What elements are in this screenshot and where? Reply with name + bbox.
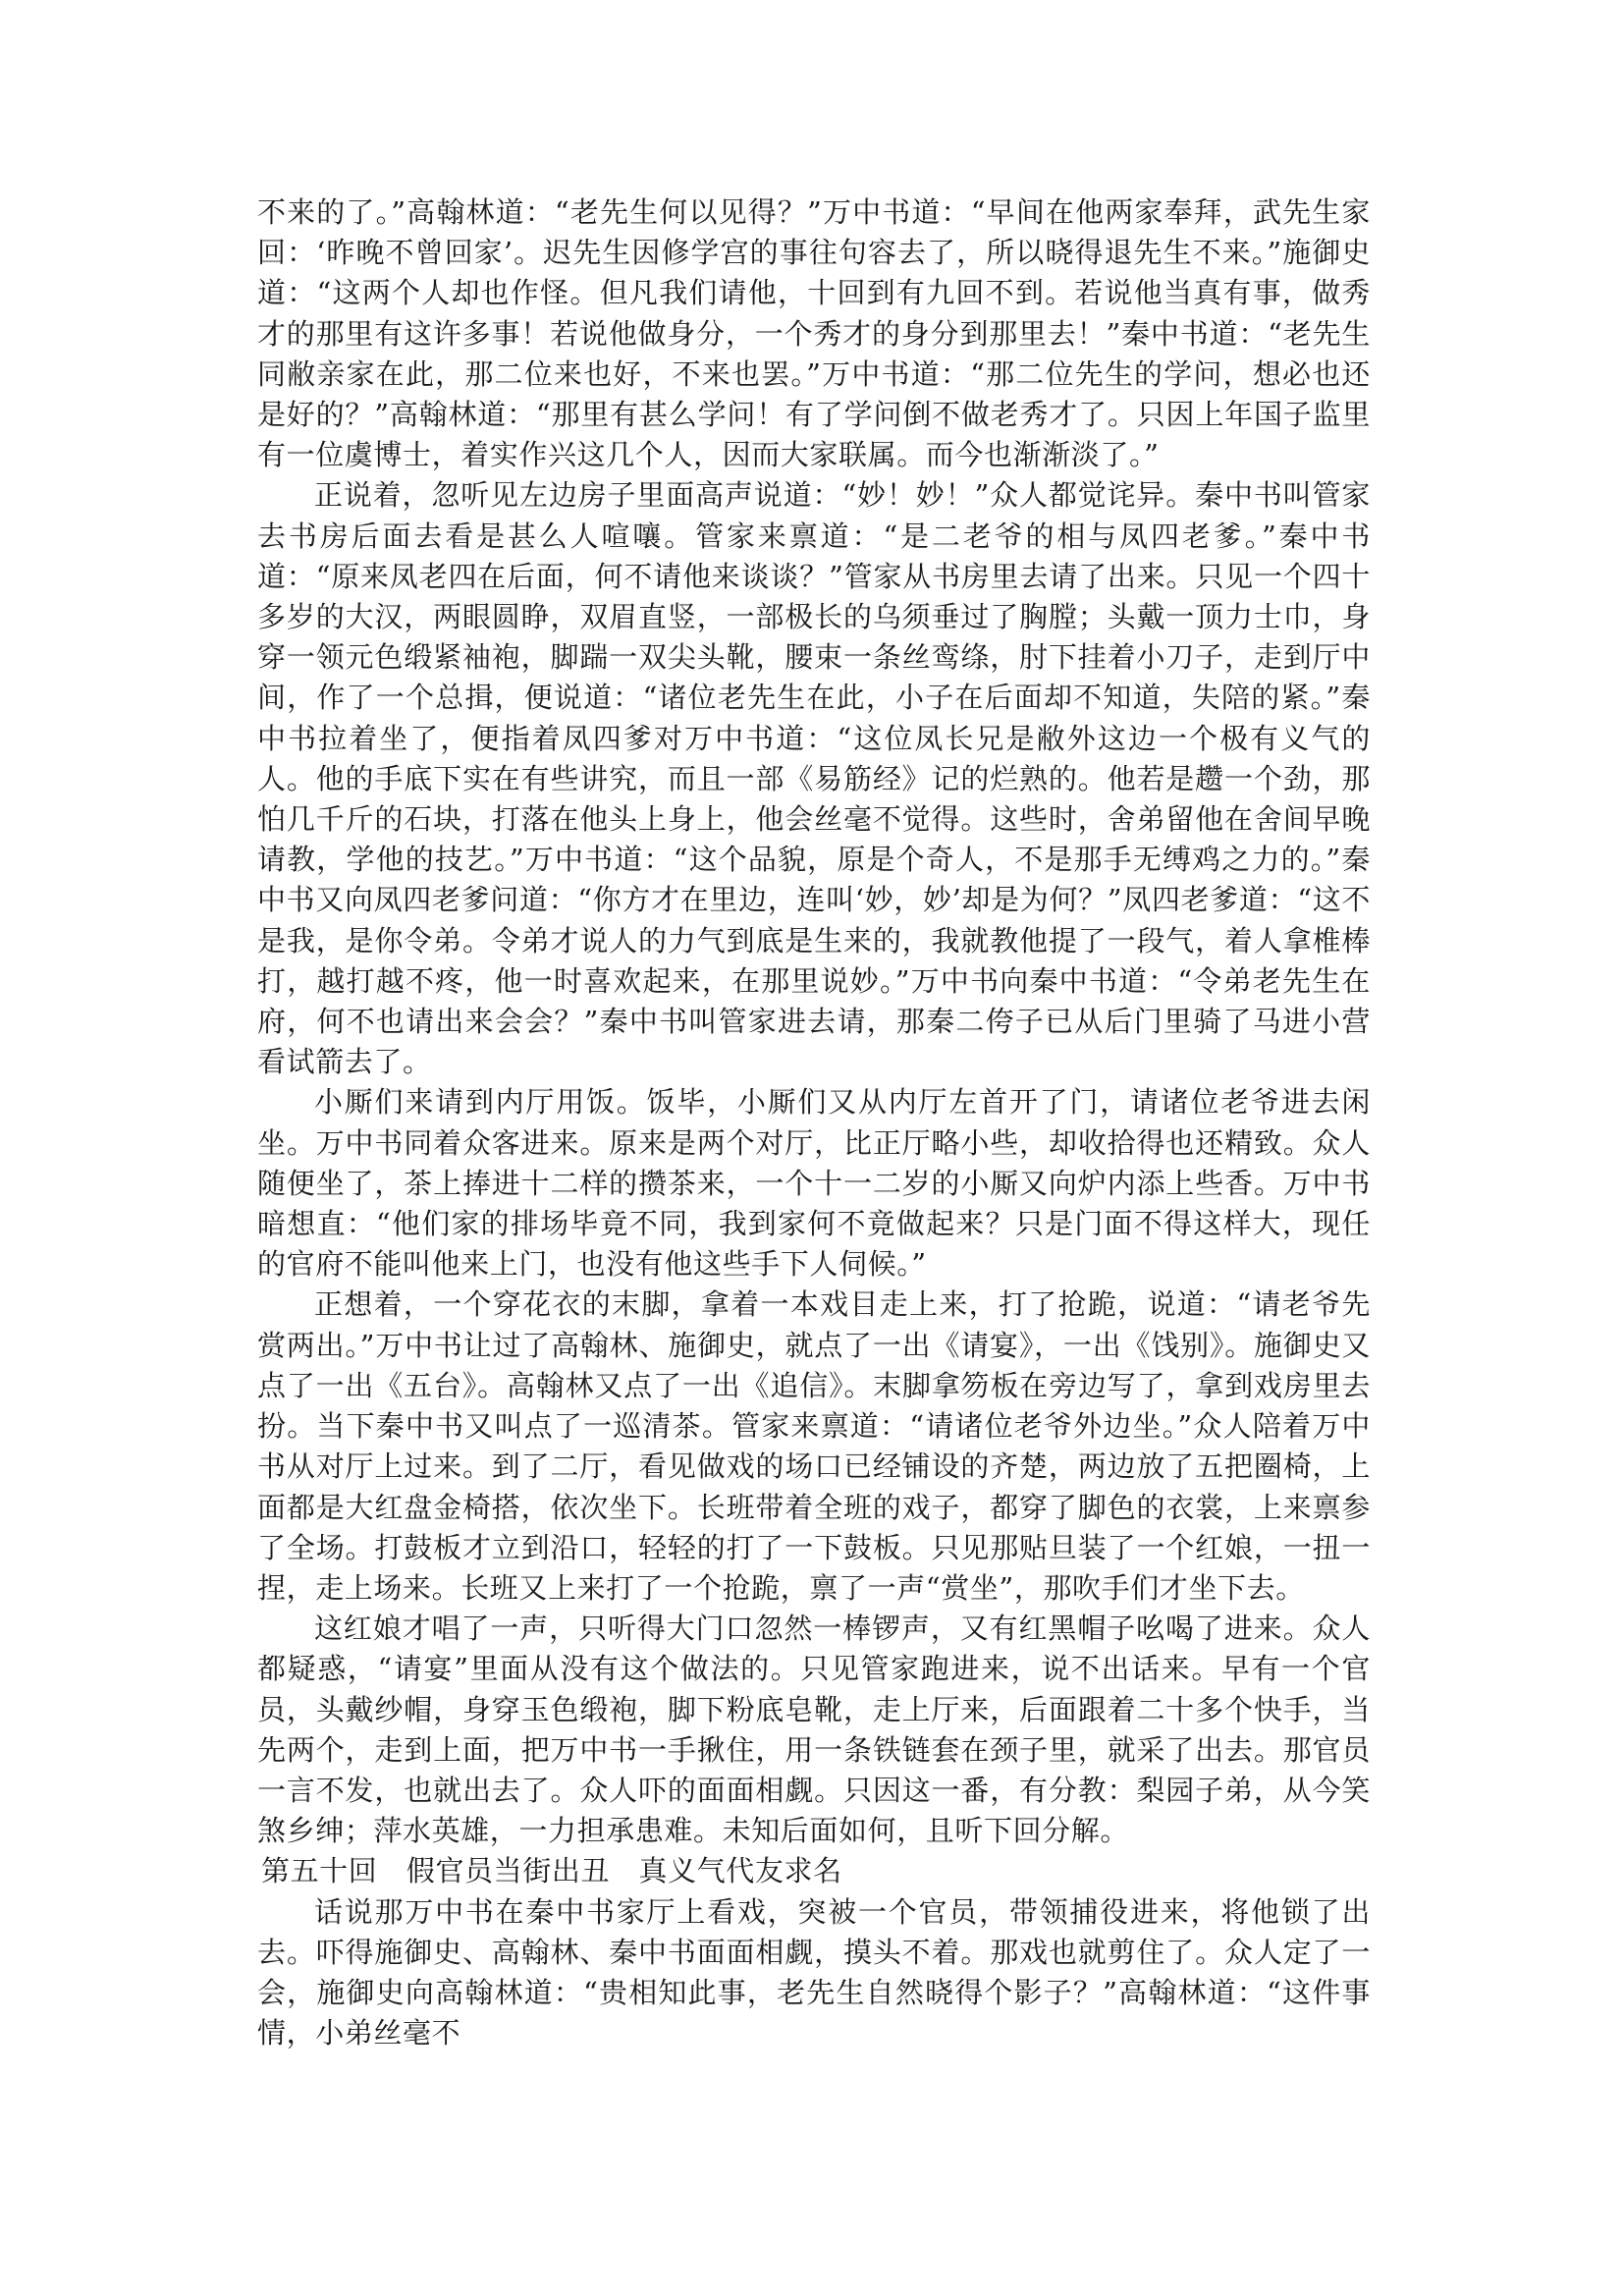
paragraph-feng-laosi-intro: 正说着，忽听见左边房子里面高声说道：“妙！妙！”众人都觉诧异。秦中书叫管家去书房后面去看是甚么人喧嚷。管家来禀道：“是二老爷的相与凤四老爹。”秦中书道：“原来凤老四在后面，何不请他来谈谈？”管家从书房里去请了出来。只见一个四十多岁的大汉，两眼圆睁，双眉直竖，一部极长的乌须垂过了胸膛；头戴一顶力士巾，身穿一领元色缎紧袖袍，脚踹一双尖头靴，腰束一条丝鸾绦，肘下挂着小刀子，走到厅中间，作了一个总揖，便说道：“诸位老先生在此，小子在后面却不知道，失陪的紧。”秦中书拉着坐了，便指着凤四爹对万中书道：“这位凤长兄是敝外这边一个极有义气的人。他的手底下实在有些讲究，而且一部《易筋经》记的烂熟的。他若是趱一个劲，那怕几千斤的石块，打落在他头上身上，他会丝毫不觉得。这些时，舍弟留他在舍间早晚请教，学他的技艺。”万中书道：“这个品貌，原是个奇人，不是那手无缚鸡之力的。”秦中书又向凤四老爹问道：“你方才在里边，连叫‘妙，妙’却是为何？”凤四老爹道：“这不是我，是你令弟。令弟才说人的力气到底是生来的，我就教他提了一段气，着人拿椎棒打，越打越不疼，他一时喜欢起来，在那里说妙。”万中书向秦中书道：“令弟老先生在府，何不也请出来会会？”秦中书叫管家进去请，那秦二侉子已从后门里骑了马进小营看试箭去了。 [257,478,1371,1079]
chapter-heading: 第五十回 假官员当街出丑 真义气代友求名 [261,1854,842,1888]
paragraph-opera-selection: 正想着，一个穿花衣的末脚，拿着一本戏目走上来，打了抢跪，说道：“请老爷先赏两出。”万中书让过了高翰林、施御史，就点了一出《请宴》，一出《饯别》。施御史又点了一出《五台》。高翰林又点了一出《追信》。末脚拿笏板在旁边写了，拿到戏房里去扮。当下秦中书又叫点了一巡清茶。管家来禀道：“请诸位老爷外边坐。”众人陪着万中书从对厅上过来。到了二厅，看见做戏的场口已经铺设的齐楚，两边放了五把圈椅，上面都是大红盘金椅搭，依次坐下。长班带着全班的戏子，都穿了脚色的衣裳，上来禀参了全场。打鼓板才立到沿口，轻轻的打了一下鼓板。只见那贴旦装了一个红娘，一扭一捏，走上场来。长班又上来打了一个抢跪，禀了一声“赏坐”，那吹手们才坐下去。 [257,1287,1371,1605]
paragraph-arrest: 这红娘才唱了一声，只听得大门口忽然一棒锣声，又有红黑帽子吆喝了进来。众人都疑惑，“请宴”里面从没有这个做法的。只见管家跑进来，说不出话来。早有一个官员，头戴纱帽，身穿玉色缎袍，脚下粉底皂靴，走上厅来，后面跟着二十多个快手，当先两个，走到上面，把万中书一手揪住，用一条铁链套在颈子里，就采了出去。那官员一言不发，也就出去了。众人吓的面面相觑。只因这一番，有分教：梨园子弟，从今笑煞乡绅；萍水英雄，一力担承患难。未知后面如何，且听下回分解。 [257,1612,1371,1848]
paragraph-continuation: 不来的了。”高翰林道：“老先生何以见得？”万中书道：“早间在他两家奉拜，武先生家回：‘昨晚不曾回家’。迟先生因修学宫的事往句容去了，所以晓得退先生不来。”施御史道：“这两个人却也作怪。但凡我们请他，十回到有九回不到。若说他当真有事，做秀才的那里有这许多事！若说他做身分，一个秀才的身分到那里去！”秦中书道：“老先生同敝亲家在此，那二位来也好，不来也罢。”万中书道：“那二位先生的学问，想必也还是好的？”高翰林道：“那里有甚么学问！有了学问倒不做老秀才了。只因上年国子监里有一位虞博士，着实作兴这几个人，因而大家联属。而今也渐渐淡了。” [257,195,1371,472]
document-body [257,192,1371,2053]
paragraph-chapter-opening: 话说那万中书在秦中书家厅上看戏，突被一个官员，带领捕役进来，将他锁了出去。吓得施御史、高翰林、秦中书面面相觑，摸头不着。那戏也就剪住了。众人定了一会，施御史向高翰林道：“贵相知此事，老先生自然晓得个影子？”高翰林道：“这件事情，小弟丝毫不 [257,1894,1371,2050]
paragraph-inner-hall: 小厮们来请到内厅用饭。饭毕，小厮们又从内厅左首开了门，请诸位老爷进去闲坐。万中书同着众客进来。原来是两个对厅，比正厅略小些，却收拾得也还精致。众人随便坐了，茶上捧进十二样的攒茶来，一个十一二岁的小厮又向炉内添上些香。万中书暗想直：“他们家的排场毕竟不同，我到家何不竟做起来？只是门面不得这样大，现任的官府不能叫他来上门，也没有他这些手下人伺候。” [257,1085,1371,1282]
